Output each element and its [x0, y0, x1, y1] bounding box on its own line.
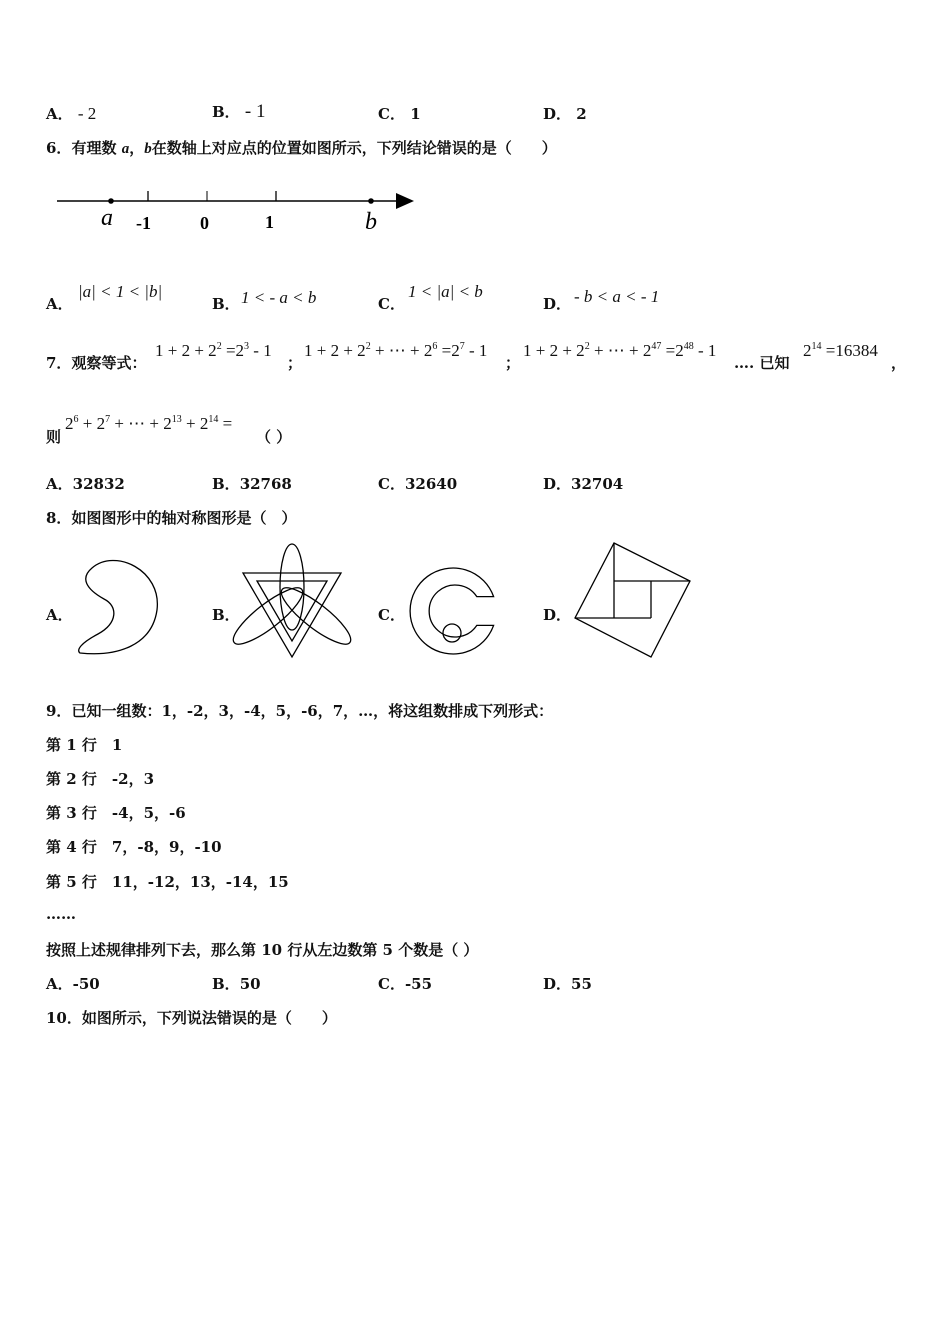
q9-row: 第 1 行 1 [46, 736, 123, 754]
q5-option-b[interactable]: B． - 1 [212, 101, 266, 122]
q7-separator-2: ； [505, 354, 521, 372]
figure-a-paisley [79, 560, 158, 653]
figure-c-ring [410, 568, 494, 654]
q9-option-b[interactable]: B．50 [212, 975, 261, 993]
q6-option-d-label[interactable]: D． [543, 295, 572, 313]
q7-equation-2: $1 + 2 + 2^2$ + ⋯ + $2^6 =2^7 - 1$ [304, 341, 488, 360]
q7-sum-expression: $2^6 + 2^7$ + ⋯ + $2^{13} + 2^{14}$ = [65, 414, 233, 433]
figure-b-triangle-ellipses [227, 544, 358, 657]
q9-option-c[interactable]: C．-55 [378, 975, 433, 993]
q7-known: …. 已知 [734, 354, 790, 372]
q9-option-d[interactable]: D．55 [543, 975, 592, 993]
q7-answer-paren: （ ） [256, 428, 292, 446]
q6-option-c-expr: 1 < |a| < b [408, 282, 483, 301]
q7-equation-1: $1 + 2 + 2^2 =2^3 - 1$ [155, 341, 272, 360]
q8-option-d-label[interactable]: D． [543, 606, 572, 624]
q9-stem: 9．已知一组数：1，-2，3，-4，5，-6，7，…，将这组数排成下列形式： [46, 702, 554, 720]
q8-option-a-label[interactable]: A． [46, 606, 73, 624]
q10-stem: 10．如图所示，下列说法错误的是（ ） [46, 1009, 337, 1027]
q8-stem: 8．如图图形中的轴对称图形是（ ） [46, 509, 297, 527]
label-b: b [365, 209, 377, 235]
q7-known-value: $2^{14} =16384$ [803, 341, 878, 360]
q9-row: 第 5 行 11，-12，13，-14，15 [46, 873, 289, 891]
q8-option-c-label[interactable]: C． [378, 606, 405, 624]
label-1: 1 [265, 212, 274, 232]
q9-option-a[interactable]: A．-50 [46, 975, 100, 993]
q9-row: 第 4 行 7，-8，9，-10 [46, 838, 222, 856]
q7-stem: 7．观察等式： [46, 354, 147, 372]
q7-equation-3: $1 + 2 + 2^2$ + ⋯ + $2^{47} =2^{48} - 1$ [523, 341, 717, 360]
q7-option-d[interactable]: D．32704 [543, 475, 624, 493]
q6-stem: 6．有理数 a，b在数轴上对应点的位置如图所示，下列结论错误的是（ ） [46, 139, 557, 157]
q5-option-a[interactable]: A． - 2 [46, 104, 97, 123]
q7-option-b[interactable]: B．32768 [212, 475, 292, 493]
q5-option-d[interactable]: D． 2 [543, 105, 587, 123]
q7-separator-1: ； [287, 354, 303, 372]
q9-ellipsis: …… [46, 905, 76, 923]
q6-option-a-label[interactable]: A． [46, 295, 73, 313]
q7-option-c[interactable]: C．32640 [378, 475, 458, 493]
q8-option-b-label[interactable]: B． [212, 606, 240, 624]
figure-d-square [575, 543, 690, 657]
q6-option-d-expr: - b < a < - 1 [574, 287, 660, 306]
q6-option-b-expr: 1 < - a < b [241, 288, 317, 307]
q7-then: 则 [46, 428, 62, 446]
label-neg1: -1 [136, 213, 151, 233]
q9-question: 按照上述规律排列下去，那么第 10 行从左边数第 5 个数是（ ） [46, 941, 479, 959]
label-0: 0 [200, 213, 209, 233]
q5-option-c[interactable]: C． 1 [378, 105, 421, 123]
q7-option-a[interactable]: A．32832 [46, 475, 125, 493]
label-a: a [101, 205, 113, 231]
q6-option-c-label[interactable]: C． [378, 295, 405, 313]
q6-option-a-expr: |a| < 1 < |b| [78, 282, 163, 301]
q9-row: 第 3 行 -4，5，-6 [46, 804, 186, 822]
q7-comma: ， [891, 354, 907, 372]
q9-row: 第 2 行 -2，3 [46, 770, 155, 788]
q6-option-b-label[interactable]: B． [212, 295, 240, 313]
